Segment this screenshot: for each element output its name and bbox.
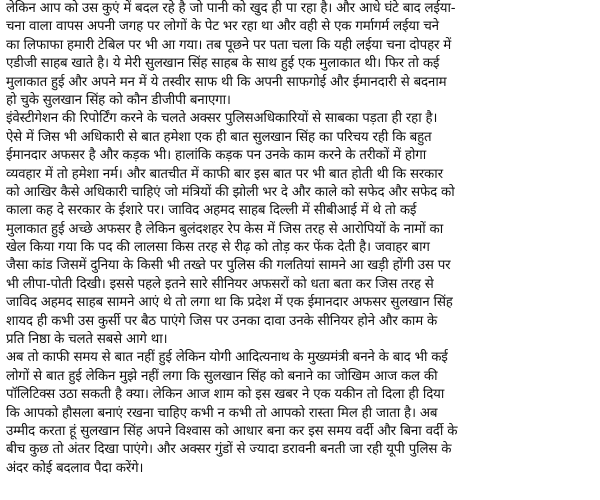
text-line: प्रति निष्ठा के चलते सबसे आगे था।: [6, 332, 168, 348]
text-line: बीच कुछ तो अंतर दिखा पाएंगे। और अक्सर गुंडों से ज्यादा डरावनी बनती जा रही यूपी पुलिस के: [6, 442, 452, 458]
text-line: ईमानदार अफसर है और कड़क भी। हालांकि कड़क पन उनके काम करने के तरीकों में होगा: [6, 148, 427, 164]
text-line: पॉलिटिक्स उठा सकती है क्या। लेकिन आज शाम को इस खबर ने एक यकीन तो दिला ही दिया: [6, 387, 445, 403]
text-line: मुलाकात हुई अच्छे अफसर है लेकिन बुलंदशहर रेप केस में जिस तरह से आरोपियों के नामों का: [6, 221, 444, 237]
text-line: काला कह दे सरकार के ईशारे पर। जाविद अहमद साहब दिल्ली में सीबीआई में थे तो कई: [6, 203, 417, 219]
paragraph-1: [6, 0, 596, 110]
text-line: ऐसे में जिस भी अधिकारी से बात हमेशा एक ही बात सुलखान सिंह का परिचय रही कि बहुत: [6, 129, 432, 145]
text-line: एडीजी साहब खाते है। ये मेरी सुलखान सिंह साहब के साथ हुई एक मुलाकात थी। फिर तो कई: [6, 56, 440, 72]
text-line: जैसा कांड जिसमें दुनिया के किसी भी तख्ते पर पुलिस की गलतियां सामने आ खड़ी होंगी उस पर: [6, 258, 451, 274]
article-body: [6, 0, 596, 478]
text-line: को आखिर कैसे अधिकारी चाहिएं जो मंत्रियों की झोली भर दे और काले को सफेद और सफेद को: [6, 184, 455, 200]
text-line: भी लीपा-पोती दिखी। इससे पहले इतने सारे सीनियर अफसरों को धता बता कर जिस तरह से: [6, 276, 434, 292]
text-line: लोगों से बात हुई लेकिन मुझे नहीं लगा कि सुलखान सिंह को बनाने का जोखिम आज कल की: [6, 368, 438, 384]
paragraph-3: [6, 349, 596, 478]
text-line: खेल किया गया कि पद की लालसा किस तरह से रीढ़ को तोड़ कर फेंक देती है। जवाहर बाग: [6, 240, 430, 256]
text-line: मुलाकात हुई और अपने मन में ये तस्वीर साफ थी कि अपनी साफगोई और ईमानदारी से बदनाम: [6, 74, 447, 90]
text-line: अब तो काफी समय से बात नहीं हुई लेकिन योगी आदित्यनाथ के मुख्यमंत्री बनने के बाद भी कई: [6, 350, 448, 366]
text-line: शायद ही कभी उस कुर्सी पर बैठ पाएंगे जिस पर उनका दावा उनके सीनियर होने और काम के: [6, 313, 438, 329]
text-line: चना वाला वापस अपनी जगह पर लोगों के पेट भर रहा था और वही से एक गर्मागर्म लईया चने: [6, 19, 439, 35]
text-line: का लिफाफा हमारी टेबिल पर भी आ गया। तब पूछने पर पता चला कि यही लईया चना दोपहर में: [6, 37, 452, 53]
text-line: कि आपको हौसला बनाएं रखना चाहिए कभी न कभी तो आपको रास्ता मिल ही जाता है। अब: [6, 405, 438, 421]
text-line: लेकिन आप को उस कुएं में बदल रहे है जो पानी को खुद ही पा रहा है। और आधे घंटे बाद लईया-: [6, 1, 456, 16]
text-line: हो चुके सुलखान सिंह को कौन डीजीपी बनाएगा।: [6, 92, 231, 108]
text-line: उम्मीद करता हूं सुलखान सिंह अपने विश्वास को आधार बना कर इस समय वर्दी और बिना वर्दी के: [6, 423, 458, 439]
text-line: व्यवहार में तो हमेशा नर्म। और बातचीत में काफी बार इस बात पर भी बात होती थी कि सरकार: [6, 166, 443, 182]
paragraph-2: [6, 110, 596, 349]
text-line: इंवेस्टीगेशन की रिपोर्टिंग करने के चलते अक्सर पुलिसअधिकारियों से साबका पड़ता ही रहा है।: [6, 111, 438, 127]
text-line: अंदर कोई बदलाव पैदा करेंगे।: [6, 460, 144, 476]
text-line: जाविद अहमद साहब सामने आएं थे तो लगा था कि प्रदेश में एक ईमानदार अफसर सुलखान सिंह: [6, 295, 453, 311]
